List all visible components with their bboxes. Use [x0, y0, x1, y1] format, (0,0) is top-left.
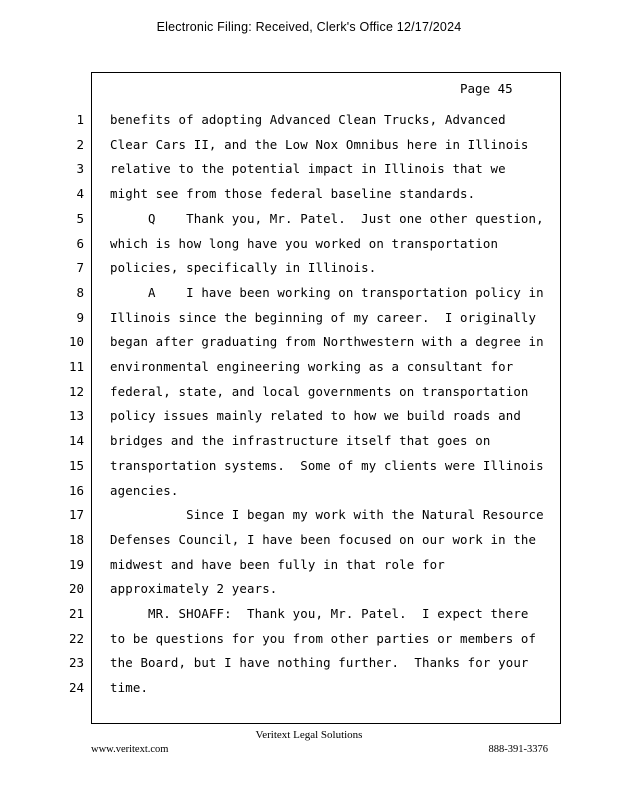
line-number: 7 — [76, 260, 84, 276]
transcript-line: bridges and the infrastructure itself that goes on — [110, 433, 491, 449]
transcript-line: environmental engineering working as a consultant for — [110, 359, 514, 374]
transcript-line: MR. SHOAFF: Thank you, Mr. Patel. I expect there — [110, 606, 529, 621]
line-number: 3 — [76, 161, 84, 177]
transcript-line: Q Thank you, Mr. Patel. Just one other question, — [110, 210, 544, 226]
line-number: 4 — [76, 186, 84, 202]
line-number: 17 — [68, 507, 84, 523]
transcript-line: Illinois since the beginning of my career. I originally — [110, 309, 537, 325]
transcript-line: which is how long have you worked on transportation — [110, 235, 499, 251]
transcript-line: Defenses Council, I have been focused on our work in the — [110, 531, 537, 547]
line-number: 5 — [76, 210, 84, 226]
line-number: 18 — [68, 531, 84, 547]
transcript-line: Since I began my work with the Natural Resource — [110, 507, 544, 523]
transcript-line: agencies. — [110, 482, 179, 498]
line-number: 1 — [76, 112, 84, 127]
line-number: 13 — [68, 408, 84, 424]
line-number: 8 — [76, 284, 84, 300]
line-number: 12 — [68, 383, 84, 399]
transcript-line: approximately 2 years. — [110, 581, 278, 597]
line-number: 24 — [68, 680, 84, 696]
transcript-line: began after graduating from Northwestern with a degree in — [110, 334, 544, 350]
transcript-line: time. — [110, 680, 149, 696]
filing-stamp: Electronic Filing: Received, Clerk's Office 12/17/2024 — [156, 20, 462, 34]
transcript-line: Clear Cars II, and the Low Nox Omnibus here in Illinois — [110, 136, 529, 152]
transcript-line: relative to the potential impact in Illinois that we — [110, 161, 506, 177]
page-number: Page 45 — [460, 81, 513, 96]
transcript-line: benefits of adopting Advanced Clean Trucks, Advanced — [110, 112, 506, 127]
footer-company: Veritext Legal Solutions — [255, 729, 363, 741]
line-number: 9 — [76, 309, 84, 325]
line-number: 22 — [68, 630, 84, 646]
line-number: 15 — [68, 457, 84, 473]
line-number: 6 — [76, 235, 84, 251]
footer-website: www.veritext.com — [91, 744, 169, 755]
transcript-line: transportation systems. Some of my clients were Illinois — [110, 457, 544, 473]
transcript-line: policies, specifically in Illinois. — [110, 260, 377, 276]
line-number: 14 — [68, 433, 84, 449]
transcript-line: might see from those federal baseline standards. — [110, 186, 476, 202]
line-number: 11 — [68, 359, 84, 374]
line-number: 20 — [68, 581, 84, 597]
line-number: 23 — [68, 655, 84, 671]
transcript-line: A I have been working on transportation policy in — [110, 284, 544, 300]
transcript-line: federal, state, and local governments on transportation — [110, 383, 529, 399]
footer-phone: 888-391-3376 — [488, 744, 548, 755]
line-number: 10 — [68, 334, 84, 350]
line-number: 19 — [68, 556, 84, 572]
line-number: 21 — [68, 606, 84, 621]
transcript-line: policy issues mainly related to how we build roads and — [110, 408, 521, 424]
transcript-line: the Board, but I have nothing further. Thanks for your — [110, 655, 529, 671]
line-number: 2 — [76, 136, 84, 152]
line-number: 16 — [68, 482, 84, 498]
transcript-line: midwest and have been fully in that role for — [110, 556, 445, 572]
transcript-line: to be questions for you from other parties or members of — [110, 630, 537, 646]
